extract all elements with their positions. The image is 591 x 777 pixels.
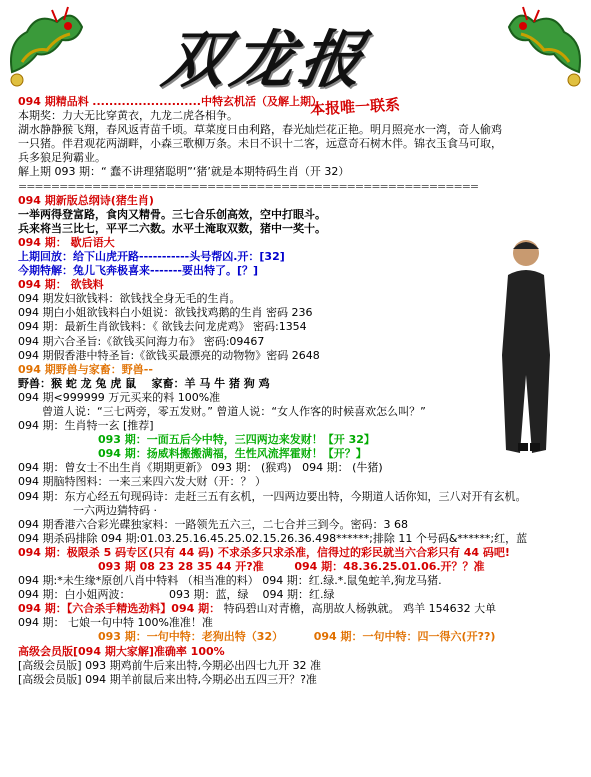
text-line: 野兽：猴 蛇 龙 兔 虎 鼠 家畜：羊 马 牛 猪 狗 鸡 bbox=[18, 376, 270, 390]
text-line: 高级会员版[094 期大家解]准确率 100% bbox=[18, 644, 225, 658]
text-line: 094 期：白小姐两波： 093 期：蓝，绿 094 期：红.绿 bbox=[18, 588, 335, 602]
text-line: 解上期 093 期：“ 蠢不讲理猪聪明”‘猪’就是本期特码生肖（开 32） bbox=[18, 165, 350, 179]
divider: ======================================================== bbox=[18, 179, 479, 193]
text-line: 093 期 08 23 28 35 44 开?准 094 期：48.36.25.01.06.开？？准 bbox=[98, 560, 485, 573]
page-title: 双龙报 bbox=[157, 23, 375, 96]
text-line: 094 期：东方心经五句现码诗：走赶三五有玄机，一四两边要出特，今期道人话你知，三八对开有玄机。 bbox=[18, 489, 527, 503]
dragon-icon bbox=[501, 2, 589, 90]
text-line: 094 期： 七娘一句中特 100%准准！准 bbox=[18, 616, 213, 630]
text-line: 094 期香港六合彩光碟独家料：一路领先五六三，二七合并三到今。密码：3 68 bbox=[18, 517, 408, 531]
text-line: 094 期脑特图料：一来三来四六发大财（开：？ ） bbox=[18, 475, 266, 489]
text-line: 湖水静静猴飞翔，春风返青苗千顷。草菜度日由利路，春光灿烂花正艳。明月照亮水一湾，奇人偷鸡 bbox=[18, 123, 502, 137]
text-line: 一举两得登富路，食肉又精骨。三七合乐创高效，空中打眼斗。 bbox=[18, 207, 326, 221]
text-line: [高级会员版] 094 期羊前鼠后来出特,今期必出五四三开？?准 bbox=[18, 672, 317, 686]
text-line: 094 期：曾女士不出生肖《期期更新》 093 期： (猴鸡) 094 期： (牛猪) bbox=[18, 461, 383, 475]
contact-stamp: 本报唯一联系 bbox=[309, 95, 401, 119]
text-line: 094 期：最新生肖欲钱料：《 欲钱去问龙虎鸡》 密码:1354 bbox=[18, 320, 307, 334]
text-line: 094 期<999999 万元买来的料 100%准 bbox=[18, 390, 221, 404]
text-line: 094 期:*未生缘*原创八肖中特料 （相当准的料） 094 期：红.绿.*.鼠兔蛇羊,狗龙马猪. bbox=[18, 574, 442, 588]
text-line: 上期回放：给下山虎开路-----------头号帮凶.开：[32] bbox=[18, 249, 285, 263]
text-line: 094 期：极限杀 5 码专区(只有 44 码) 不求杀多只求杀准，信得过的彩民就当六合彩只有 44 码吧! bbox=[18, 545, 510, 559]
text-line: 093 期：一句中特：老狗出特（32） 094 期：一句中特：四一得六(开??) bbox=[98, 630, 496, 644]
text-line: 094 期新版总纲诗(猪生肖) bbox=[18, 193, 154, 207]
text-line: 兵来将当三比七，平平二六数。水平土淹取双数，猪中一奖十。 bbox=[18, 221, 326, 235]
text-line: 094 期： 欲钱料 bbox=[18, 278, 104, 292]
text-line: 094 期野兽与家畜：野兽-- bbox=[18, 362, 153, 376]
text-line: 094 期精品料 ..........................中特玄机活（及解上期） bbox=[18, 95, 322, 108]
header bbox=[0, 0, 591, 95]
text-line: 本期奖：力大无比穿黄衣，九龙二虎各相争。 bbox=[18, 109, 238, 123]
text-line: 094 期：【六合杀手精选劲料】094 期： 特码碧山对青檐，高朋故人杨孰就。 鸡羊 154632 大单 bbox=[18, 602, 497, 616]
text-line: 094 期白小姐欲钱料白小姐说：欲钱找鸡鹅的生肖 密码 236 bbox=[18, 306, 313, 320]
text-line: 094 期：生肖特一玄 [推荐] bbox=[18, 419, 154, 433]
text-line: 094 期假香港中特圣旨:《欲钱买最漂亮的动物物》密码 2648 bbox=[18, 348, 320, 362]
text-line: 094 期杀码排除 094 期:01.03.25.16.45.25.02.15.26.36.498******;排除 11 个号码&******;红，蓝 bbox=[18, 531, 528, 545]
text-line: 094 期发妇欲钱料：欲钱找全身无毛的生肖。 bbox=[18, 292, 241, 306]
document-body bbox=[18, 95, 584, 687]
text-line: 今期特解：兔儿飞奔极喜来-------要出特了。[？] bbox=[18, 264, 259, 278]
text-line: 093 期：一面五后今中特，三四两边来发财！【开 32】 bbox=[98, 433, 375, 447]
dragon-icon bbox=[2, 2, 90, 90]
text-line: 094 期： 歇后语大 bbox=[18, 235, 115, 249]
text-line: 094 期：扬威料搬搬满福，生性风流挥霍财！【开？】 bbox=[98, 447, 367, 461]
text-line: 曾道人说：“三七两旁，零五发财。” 曾道人说：“女人作客的时候喜欢怎么叫？” bbox=[42, 404, 426, 418]
text-line: 兵多狼足狗霸业。 bbox=[18, 151, 106, 165]
text-line: 一六两边猜特码 · bbox=[73, 503, 157, 517]
text-line: 094 期六合圣旨:《欲钱买问海力布》 密码:09467 bbox=[18, 334, 265, 348]
text-line: 一只猪。伴君观花两湖畔，小森三歌柳万条。未日不识十二客，远意奇石树木伴。锦衣玉食马可取， bbox=[18, 137, 502, 151]
text-line: [高级会员版] 093 期鸡前牛后来出特,今期必出四七九开 32 准 bbox=[18, 658, 322, 672]
